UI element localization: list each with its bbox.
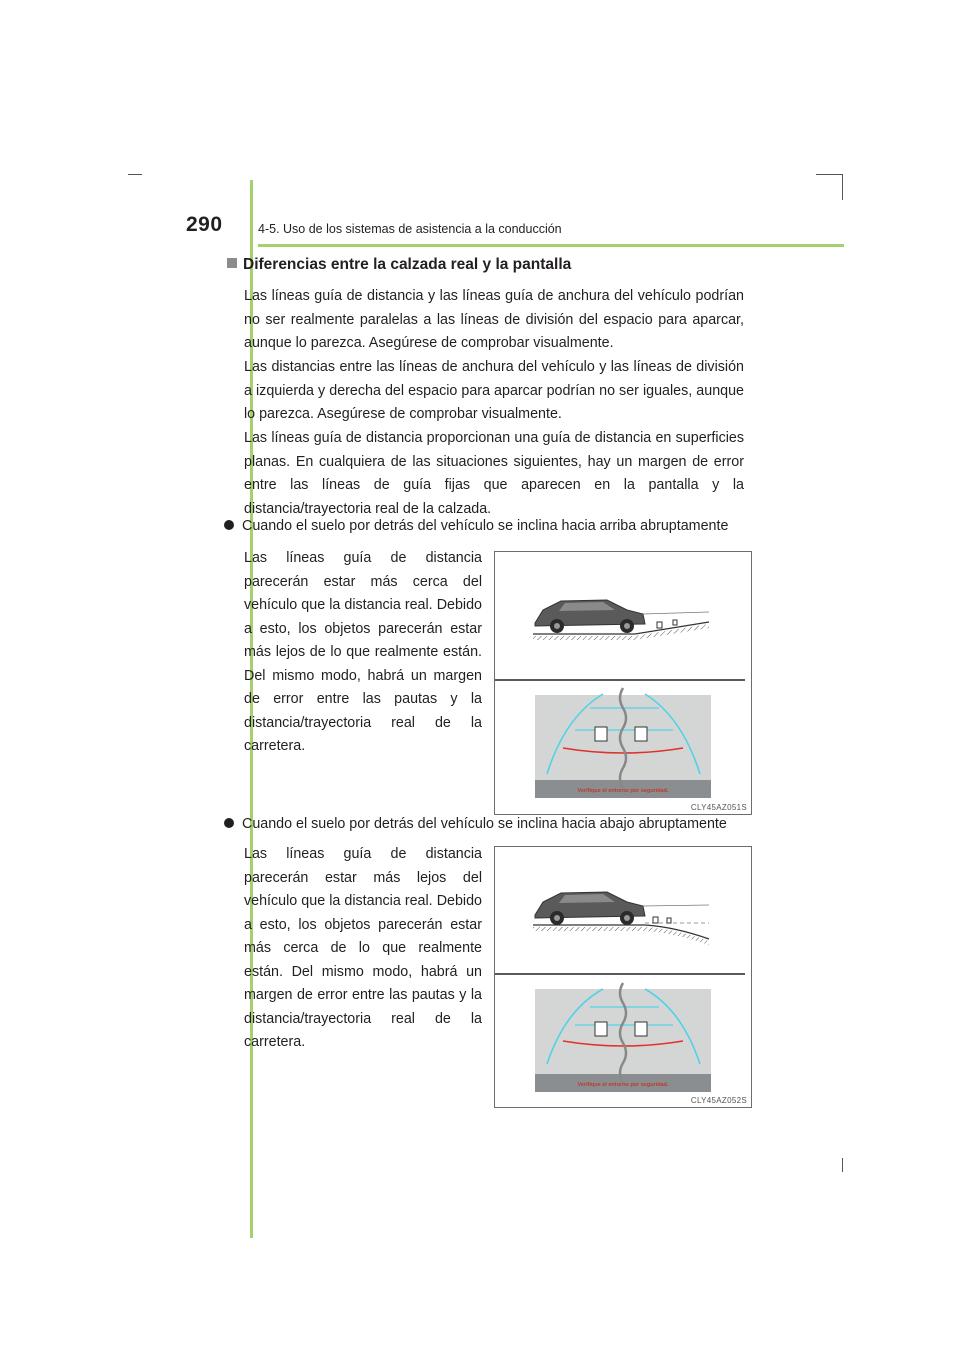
crop-mark [816, 174, 842, 175]
bullet-item [224, 813, 727, 837]
bullet-dot-icon [224, 520, 234, 530]
crop-mark [128, 174, 142, 175]
paragraph: Las líneas guía de distancia proporcionan una guía de distancia en superficies planas. En cualquiera de las situaciones siguientes, hay un margen de error entre las líneas de guía fijas que aparecen en la pantalla y la distancia/trayectoria real de la calzada. [244, 430, 744, 517]
camera-screen [535, 983, 711, 1092]
camera-screen [535, 688, 711, 798]
figure-downhill [494, 846, 752, 1108]
subsection-heading-text: Diferencias entre la calzada real y la pantalla [243, 256, 572, 273]
figure-uphill [494, 551, 752, 815]
screen-caption: Verifique el entorno por seguridad. [577, 788, 669, 794]
bullet-description: Las líneas guía de distancia parecerán estar más lejos del vehículo que la distancia real. Debido a esto, los objetos parecerán estar más cerca de lo que realmente están. Del mismo modo, habrá un margen de error entre las pautas y la distancia/trayectoria real de la carretera. [244, 846, 482, 1050]
square-bullet-icon [227, 258, 237, 268]
bullet-description: Las líneas guía de distancia parecerán estar más cerca del vehículo que la distancia real. Debido a esto, los objetos parecerán estar más lejos de lo que realmente están. Del mismo modo, habrá un margen de error entre las pautas y la distancia/trayectoria real de la carretera. [244, 550, 482, 754]
crop-mark [842, 1158, 843, 1172]
bullet-title: Cuando el suelo por detrás del vehículo se inclina hacia abajo abruptamente [242, 816, 727, 832]
uphill-illustration [495, 552, 751, 814]
section-title: 4-5. Uso de los sistemas de asistencia a la conducción [258, 222, 562, 236]
paragraph: Las líneas guía de distancia y las líneas guía de anchura del vehículo podrían no ser realmente paralelas a las líneas de división del espacio para aparcar, aunque lo parezca. Asegúrese de comprobar visualmente. [244, 288, 744, 351]
car-side-view [535, 892, 645, 925]
downhill-illustration [495, 847, 751, 1107]
bullet-dot-icon [224, 818, 234, 828]
subsection-heading [227, 256, 571, 274]
screen-caption: Verifique el entorno por seguridad. [577, 1082, 669, 1088]
bullet-item [224, 515, 728, 539]
crop-mark [842, 174, 843, 200]
page-number: 290 [186, 213, 223, 236]
paragraph: Las distancias entre las líneas de anchura del vehículo y las líneas de división a izquierda y derecha del espacio para aparcar podrían no ser iguales, aunque lo parezca. Asegúrese de comprobar visualmente. [244, 359, 744, 422]
figure-code: CLY45AZ051S [690, 803, 747, 812]
car-side-view [535, 600, 645, 633]
bullet-title: Cuando el suelo por detrás del vehículo se inclina hacia arriba abruptamente [242, 518, 729, 534]
header-rule [258, 244, 844, 247]
figure-code: CLY45AZ052S [690, 1096, 747, 1105]
